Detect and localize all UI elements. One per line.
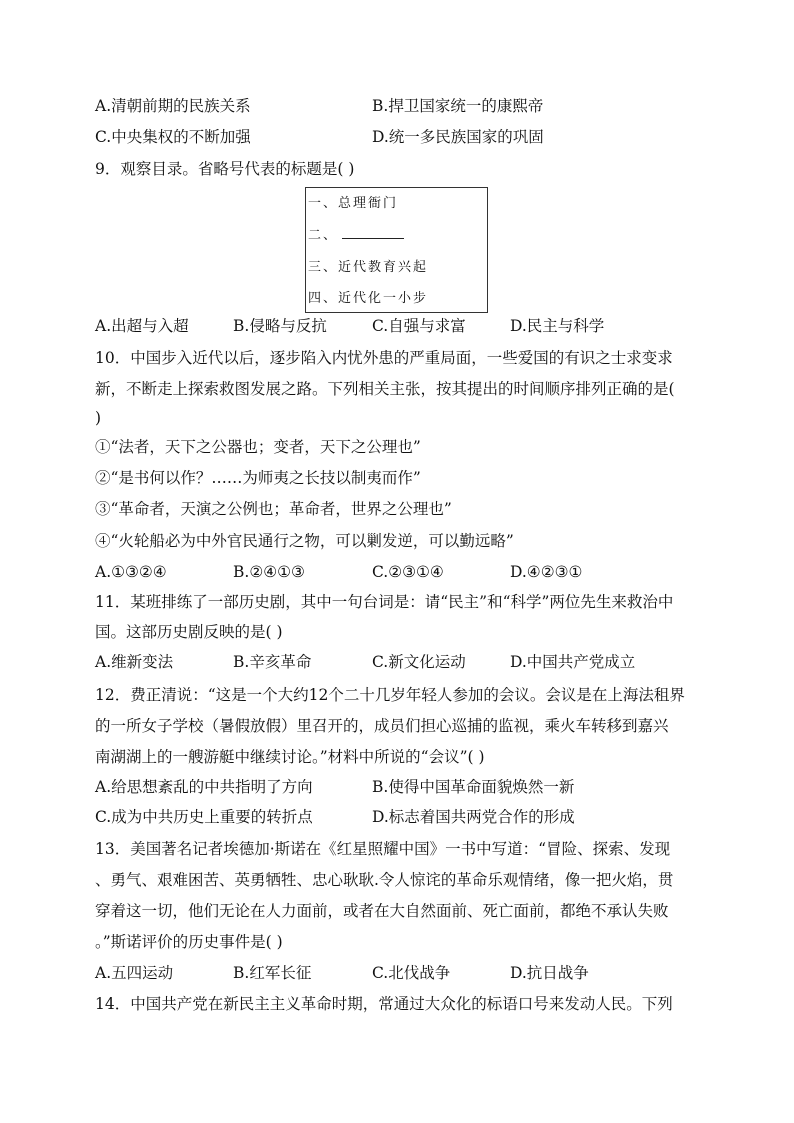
q8-option-b: B.捍卫国家统一的康熙帝 <box>372 97 544 115</box>
toc-item-1: 一、总理衙门 <box>308 196 399 211</box>
q13-stem-line2: 、勇气、艰难困苦、英勇牺牲、忠心耿耿.令人惊诧的革命乐观情绪，像一把火焰，贯 <box>95 871 674 889</box>
q11-option-b: B.辛亥革命 <box>233 653 312 671</box>
q10-stem-line1: 10．中国步入近代以后，逐步陷入内忧外患的严重局面，一些爱国的有识之士求变求 <box>95 349 673 367</box>
toc-item-2 <box>308 224 404 243</box>
q12-option-a: A.给思想紊乱的中共指明了方向 <box>95 778 313 796</box>
q10-statement-2: ②“是书何以作？……为师夷之长技以制夷而作” <box>95 469 421 487</box>
q10-option-d: D.④②③① <box>510 563 583 581</box>
q12-stem-line3: 南湖湖上的一艘游艇中继续讨论。”材料中所说的“会议”( ) <box>95 748 485 766</box>
q10-statement-1: ①“法者，天下之公器也；变者，天下之公理也” <box>95 438 421 456</box>
q13-option-b: B.红军长征 <box>233 964 312 982</box>
q10-option-a: A.①③②④ <box>95 563 167 581</box>
q8-option-a: A.清朝前期的民族关系 <box>95 97 251 115</box>
toc-item-2-label: 二、 <box>308 228 339 243</box>
q10-option-c: C.②③①④ <box>372 563 444 581</box>
toc-item-4: 四、近代化一小步 <box>308 291 429 306</box>
q8-option-c: C.中央集权的不断加强 <box>95 128 251 146</box>
q12-stem-line1: 12．费正清说：“这是一个大约12个二十几岁年轻人参加的会议。会议是在上海法租界 <box>95 686 685 704</box>
q11-option-c: C.新文化运动 <box>372 653 466 671</box>
q14-stem-line1: 14．中国共产党在新民主主义革命时期，常通过大众化的标语口号来发动人民。下列 <box>95 995 673 1013</box>
toc-item-3: 三、近代教育兴起 <box>308 260 429 275</box>
q11-option-d: D.中国共产党成立 <box>510 653 636 671</box>
q9-option-a: A.出超与入超 <box>95 317 189 335</box>
q13-stem-line1: 13．美国著名记者埃德加·斯诺在《红星照耀中国》一书中写道：“冒险、探索、发现 <box>95 840 671 858</box>
q10-stem-line3: ) <box>95 409 102 427</box>
q13-option-c: C.北伐战争 <box>372 964 451 982</box>
q9-option-b: B.侵略与反抗 <box>233 317 327 335</box>
table-of-contents-box <box>305 187 488 313</box>
q9-option-c: C.自强与求富 <box>372 317 466 335</box>
q11-option-a: A.维新变法 <box>95 653 174 671</box>
q11-stem-line1: 11．某班排练了一部历史剧，其中一句台词是：请“民主”和“科学”两位先生来救治中 <box>95 593 674 611</box>
q13-stem-line4: 。”斯诺评价的历史事件是( ) <box>95 933 283 951</box>
q11-stem-line2: 国。这部历史剧反映的是( ) <box>95 623 283 641</box>
q12-option-b: B.使得中国革命面貌焕然一新 <box>372 778 575 796</box>
q12-option-c: C.成为中共历史上重要的转折点 <box>95 808 313 826</box>
q13-option-a: A.五四运动 <box>95 964 174 982</box>
q10-statement-4: ④“火轮船必为中外官民通行之物，可以剿发逆，可以勤远略” <box>95 532 514 550</box>
q9-stem: 9．观察目录。省略号代表的标题是( ) <box>95 160 355 178</box>
q10-stem-line2: 新，不断走上探索救图发展之路。下列相关主张，按其提出的时间顺序排列正确的是( <box>95 380 675 398</box>
toc-blank-line <box>342 226 404 239</box>
q12-option-d: D.标志着国共两党合作的形成 <box>372 808 575 826</box>
q10-statement-3: ③“革命者，天演之公例也；革命者，世界之公理也” <box>95 500 452 518</box>
q10-option-b: B.②④①③ <box>233 563 305 581</box>
q12-stem-line2: 的一所女子学校（暑假放假）里召开的，成员们担心巡捕的监视，乘火车转移到嘉兴 <box>95 717 669 735</box>
q13-option-d: D.抗日战争 <box>510 964 589 982</box>
q9-option-d: D.民主与科学 <box>510 317 605 335</box>
q8-option-d: D.统一多民族国家的巩固 <box>372 128 544 146</box>
q13-stem-line3: 穿着这一切，他们无论在人力面前，或者在大自然面前、死亡面前，都绝不承认失败 <box>95 902 669 920</box>
